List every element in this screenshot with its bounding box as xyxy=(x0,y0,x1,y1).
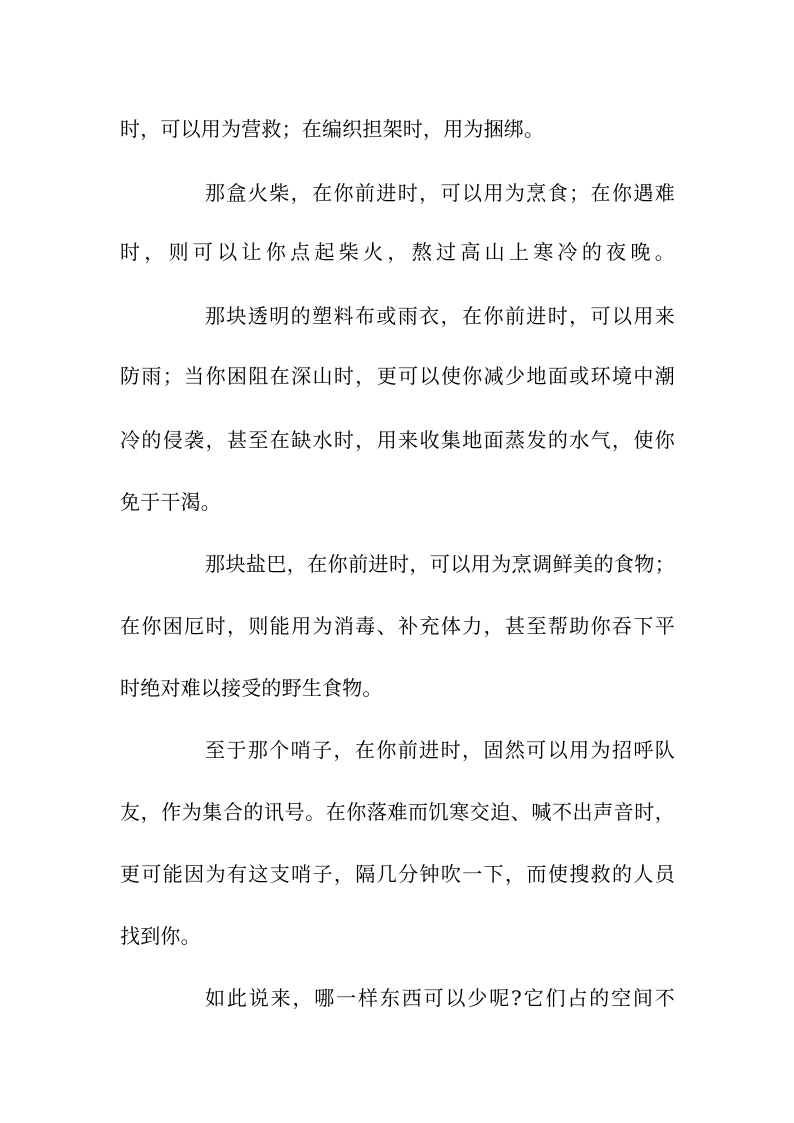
text-line: 时，可以用为营救；在编织担架时，用为捆绑。 xyxy=(120,117,545,141)
text-line: 那盒火柴，在你前进时，可以用为烹食；在你遇难 xyxy=(205,181,675,205)
text-line: 防雨；当你困阻在深山时，更可以使你减少地面或环境中潮 xyxy=(120,364,675,388)
text-line: 那块盐巴，在你前进时，可以用为烹调鲜美的食物； xyxy=(205,552,675,576)
text-line: 友，作为集合的讯号。在你落难而饥寒交迫、喊不出声音时， xyxy=(120,800,675,824)
text-line: 在你困厄时，则能用为消毒、补充体力，甚至帮助你吞下平 xyxy=(120,614,675,638)
text-line: 免于干渴。 xyxy=(120,490,221,514)
text-line: 找到你。 xyxy=(120,924,201,948)
text-line: 至于那个哨子，在你前进时，固然可以用为招呼队 xyxy=(205,738,675,762)
text-line: 冷的侵袭，甚至在缺水时，用来收集地面蒸发的水气，使你 xyxy=(120,428,675,452)
text-line: 更可能因为有这支哨子，隔几分钟吹一下，而使搜救的人员 xyxy=(120,862,675,886)
text-line: 如此说来，哪一样东西可以少呢?它们占的空间不 xyxy=(205,986,675,1010)
text-line: 时，则可以让你点起柴火，熬过高山上寒冷的夜晚。 xyxy=(120,240,675,264)
text-line: 时绝对难以接受的野生食物。 xyxy=(120,676,383,700)
text-line: 那块透明的塑料布或雨衣，在你前进时，可以用来 xyxy=(205,304,675,328)
